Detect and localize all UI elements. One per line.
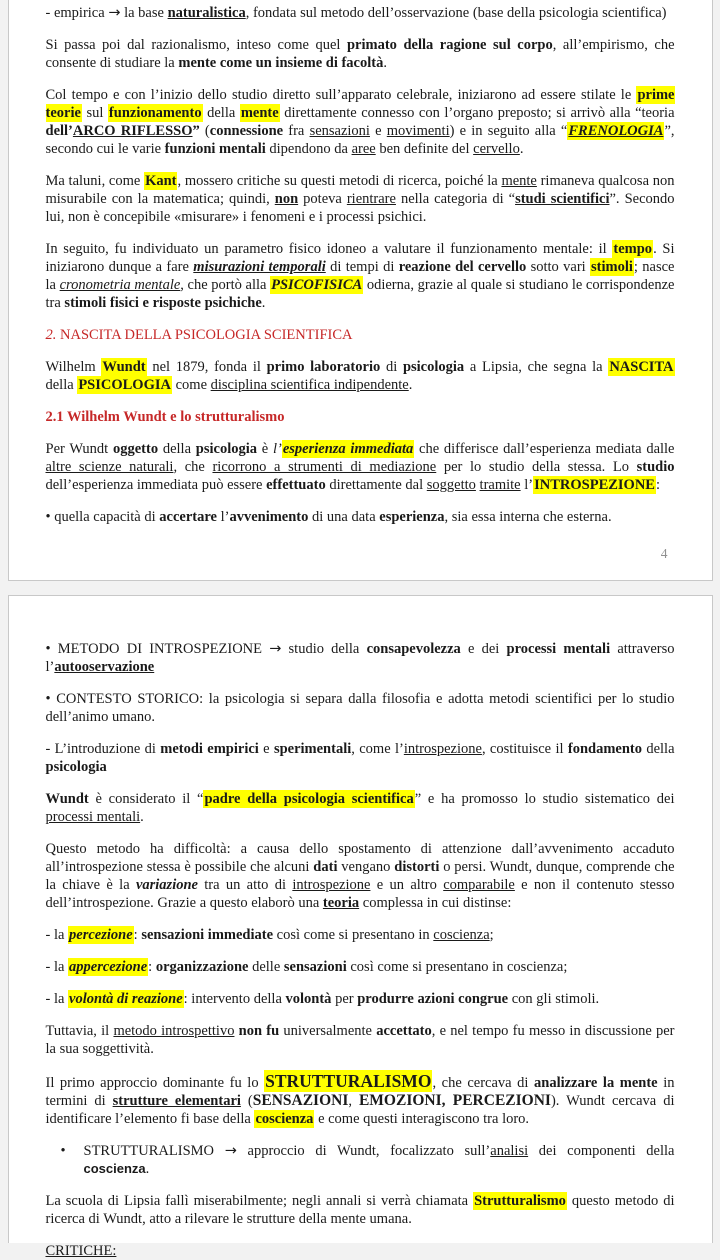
text-run: In seguito, fu individuato un parametro fisico idoneo a valutare il funzionamento mentale: il <box>45 241 613 257</box>
text-run: autooservazione <box>54 659 155 675</box>
text-run: . <box>140 809 144 825</box>
text-run: , che portò alla <box>180 277 271 293</box>
text-run: fra <box>283 123 310 139</box>
text-run: odierna, grazie al quale si studiano le corrispondenze tra <box>45 277 675 311</box>
text-run: e non il contenuto stesso dell’introspezione. Grazie a questo elaborò una <box>45 877 675 911</box>
text-run: 2.1 Wilhelm Wundt e lo strutturalismo <box>45 409 285 425</box>
text-run: Wundt <box>45 791 89 807</box>
paragraph-prime-teorie <box>46 86 675 158</box>
text-run: e come questi interagiscono tra loro. <box>314 1111 530 1127</box>
text-run: o persi. Wundt, dunque, comprende che la chiave è la <box>45 859 675 893</box>
text-run: processi mentali <box>506 641 611 657</box>
text-run: studi scientifici <box>515 191 610 207</box>
text-run: in termini di <box>45 1075 675 1109</box>
text-run: effettuato <box>266 477 326 493</box>
highlighted-text: Strutturalismo <box>474 1193 566 1209</box>
text-run: - la <box>45 991 69 1007</box>
text-run: con gli stimoli. <box>508 991 600 1007</box>
highlighted-text: FRENOLOGIA <box>568 123 664 139</box>
text-run: a Lipsia, che segna la <box>464 359 609 375</box>
text-run: introspezione <box>403 741 482 757</box>
text-run: fondamento <box>567 741 642 757</box>
paragraph-appercezione <box>46 958 675 976</box>
highlighted-text: stimoli <box>591 259 633 275</box>
text-run: • CONTESTO STORICO: la psicologia si separa dalla filosofia e adotta metodi scientifici per lo studio dell’animo umano. <box>45 691 675 725</box>
text-run: : <box>133 927 142 943</box>
text-run: La scuola di Lipsia fallì miserabilmente; negli annali si verrà chiamata <box>45 1193 474 1209</box>
text-run: ”, secondo cui le varie <box>45 123 675 157</box>
paragraph-empirica <box>46 4 675 22</box>
paragraph-metodi-empirici <box>46 740 675 776</box>
text-run: Ma taluni, come <box>45 173 145 189</box>
text-run: della <box>158 441 196 457</box>
text-run: - L’introduzione di <box>45 741 161 757</box>
text-run: processi mentali <box>45 809 141 825</box>
text-run: nel 1879, fonda il <box>146 359 267 375</box>
text-run: della <box>641 741 675 757</box>
text-run: dati <box>313 859 338 875</box>
text-run: variazione <box>135 877 198 893</box>
text-run: connessione <box>209 123 284 139</box>
text-run: e <box>369 123 387 139</box>
text-run: per lo studio della stessa. Lo <box>436 459 637 475</box>
text-run: sensazioni <box>283 959 347 975</box>
text-run: Questo metodo ha difficoltà: a causa dello spostamento di attenzione dall’avvenimento accaduto all’introspezione stessa è possibile che alcuni <box>45 841 675 875</box>
text-run: psicologia <box>402 359 465 375</box>
bullet-metodo-introspezione <box>46 640 675 676</box>
text-run: l’ <box>216 509 230 525</box>
paragraph-percezione <box>46 926 675 944</box>
bullet-capacita <box>46 508 675 526</box>
text-run: consapevolezza <box>366 641 461 657</box>
text-run: reazione del cervello <box>398 259 527 275</box>
text-run: l’ <box>272 441 282 457</box>
text-run: Wilhelm <box>45 359 102 375</box>
text-run: coscienza <box>83 1161 146 1176</box>
text-run: . <box>408 377 413 393</box>
highlighted-text: Wundt <box>102 359 146 375</box>
text-run: ”. Secondo lui, non è concepibile «misurare» i fenomeni e i processi psichici. <box>45 191 675 225</box>
text-run: ; nasce la <box>45 259 675 293</box>
text-run: ” e ha promosso lo studio sistematico dei <box>414 791 675 807</box>
text-run: , sia essa interna che esterna. <box>444 509 612 525</box>
text-run: oggetto <box>112 441 159 457</box>
text-run: - la <box>45 927 69 943</box>
arrow-icon: → <box>269 641 282 657</box>
text-run: cronometria mentale <box>59 277 181 293</box>
text-run: direttamente dal <box>325 477 427 493</box>
text-run: , come l’ <box>351 741 404 757</box>
text-run: . <box>261 295 266 311</box>
highlighted-text: appercezione <box>69 959 148 975</box>
text-run: Il primo approccio dominante fu lo <box>45 1075 265 1091</box>
page-1 <box>8 0 713 581</box>
text-run: ” <box>192 123 200 139</box>
text-run: primo laboratorio <box>266 359 381 375</box>
text-run: accettato <box>376 1023 432 1039</box>
text-run: sensazioni <box>309 123 370 139</box>
text-run: . Si iniziarono dunque a fare <box>45 241 675 275</box>
text-run: della <box>202 105 240 121</box>
text-run: . <box>383 55 387 71</box>
paragraph-razionalismo <box>46 36 675 72</box>
text-run: , e nel tempo fu messo in discussione per la sua soggettività. <box>45 1023 675 1057</box>
paragraph-tempo <box>46 240 675 312</box>
page-number: 4 <box>660 546 668 561</box>
paragraph-strutturalismo <box>46 1072 675 1128</box>
text-run: l’ <box>520 477 534 493</box>
text-run: di <box>380 359 403 375</box>
text-run: la base <box>120 5 168 21</box>
paragraph-difficolta-metodo <box>46 840 675 912</box>
text-run: rientrare <box>346 191 396 207</box>
highlighted-text: coscienza <box>255 1111 314 1127</box>
text-run: ( <box>199 123 210 139</box>
text-run: tra un atto di <box>197 877 293 893</box>
bullet-strutturalismo <box>46 1142 675 1178</box>
text-run: approccio di Wundt, focalizzato sull’ <box>236 1143 491 1159</box>
text-run: SENSAZIONI <box>252 1092 349 1109</box>
paragraph-wundt-1879 <box>46 358 675 394</box>
text-run: , che cercava di <box>432 1075 534 1091</box>
text-run: 2. <box>45 327 57 343</box>
text-run: organizzazione <box>155 959 249 975</box>
highlighted-text: tempo <box>613 241 653 257</box>
text-run: delle <box>248 959 284 975</box>
highlighted-text: PSICOFISICA <box>271 277 363 293</box>
text-run: Col tempo e con l’inizio dello studio diretto sull’apparato celebrale, iniziarono ad essere stilate le <box>45 87 637 103</box>
text-run: distorti <box>394 859 440 875</box>
highlighted-text: Kant <box>145 173 177 189</box>
text-run: sotto vari <box>526 259 591 275</box>
highlighted-text: STRUTTURALISMO <box>265 1071 432 1091</box>
text-run: studio della <box>281 641 367 657</box>
text-run: , mossero critiche su questi metodi di ricerca, poiché la <box>177 173 502 189</box>
text-run: teoria <box>322 895 360 911</box>
text-run: dell’ <box>45 123 73 139</box>
text-run: studio <box>636 459 675 475</box>
section-heading-2 <box>46 326 675 344</box>
text-run: funzioni mentali <box>164 141 266 157</box>
text-run: mente come un insieme di facoltà <box>178 55 384 71</box>
text-run: nella categoria di “ <box>395 191 516 207</box>
text-run: ). Wundt cercava di identificare l’elemento fi base della <box>45 1093 675 1127</box>
paragraph-kant <box>46 172 675 226</box>
text-run: , costituisce il <box>481 741 568 757</box>
highlighted-text: volontà di reazione <box>69 991 183 1007</box>
text-run: così come si presentano in <box>273 927 434 943</box>
text-run: STRUTTURALISMO <box>83 1143 225 1159</box>
text-run: primato della ragione sul corpo <box>346 37 553 53</box>
paragraph-metodo-non-accettato <box>46 1022 675 1058</box>
text-run: e un altro <box>370 877 444 893</box>
highlighted-text: prime teorie <box>45 87 675 121</box>
text-run: , che <box>173 459 213 475</box>
text-run: rimaneva qualcosa non misurabile con la matematica; quindi, <box>45 173 675 207</box>
text-run: e dei <box>460 641 507 657</box>
text-run: volontà <box>285 991 332 1007</box>
text-run: che differisce dall’esperienza mediata dalle <box>414 441 675 457</box>
text-run: della <box>45 377 78 393</box>
text-run: sperimentali <box>273 741 352 757</box>
text-run: CRITICHE: <box>45 1243 117 1259</box>
text-run: cervello <box>473 141 520 157</box>
highlighted-text: mente <box>240 105 279 121</box>
text-run: strutture elementari <box>112 1093 241 1109</box>
text-run: poteva <box>298 191 347 207</box>
text-run: , <box>348 1093 359 1109</box>
text-run: così come si presentano in coscienza; <box>346 959 568 975</box>
text-run: Per Wundt <box>45 441 113 457</box>
text-run: di una data <box>308 509 380 525</box>
text-run: . <box>519 141 524 157</box>
text-run: questo metodo di ricerca di Wundt, atto a rilevare le strutture della mente umana. <box>45 1193 675 1227</box>
text-run: dipendono da <box>265 141 352 157</box>
text-run: . <box>145 1161 150 1177</box>
text-run: è considerato il “ <box>88 791 204 807</box>
text-run: esperienza <box>379 509 445 525</box>
text-run: accertare <box>159 509 217 525</box>
text-run: ricorrono a strumenti di mediazione <box>212 459 437 475</box>
arrow-icon: → <box>224 1143 237 1159</box>
page-2 <box>8 595 713 1259</box>
text-run: ; <box>489 927 494 943</box>
text-run: ben definite del <box>375 141 474 157</box>
text-run: complessa in cui distinse: <box>359 895 512 911</box>
text-run: movimenti <box>386 123 450 139</box>
text-run: NASCITA DELLA PSICOLOGIA SCIENTIFICA <box>56 327 353 343</box>
text-run: ARCO RIFLESSO <box>72 123 193 139</box>
text-run: • METODO DI INTROSPEZIONE <box>45 641 270 657</box>
text-run: psicologia <box>45 759 107 775</box>
text-run: non fu <box>238 1023 280 1039</box>
paragraph-volonta-reazione <box>46 990 675 1008</box>
text-run: , fondata sul metodo dell’osservazione (base della psicologia scientifica) <box>245 5 667 21</box>
text-run: : <box>148 959 156 975</box>
highlighted-text: esperienza immediata <box>282 441 414 457</box>
text-run: universalmente <box>279 1023 377 1039</box>
text-run: vengano <box>337 859 395 875</box>
page-2-content <box>46 640 675 1260</box>
text-run: coscienza <box>433 927 490 943</box>
highlighted-text: funzionamento <box>108 105 202 121</box>
text-run: dell’esperienza immediata può essere <box>45 477 267 493</box>
text-run: altre scienze naturali <box>45 459 174 475</box>
text-run: - empirica <box>45 5 109 21</box>
text-run: mente <box>501 173 537 189</box>
text-run: metodo introspettivo <box>113 1023 235 1039</box>
text-run: per <box>331 991 358 1007</box>
text-run: tramite <box>479 477 521 493</box>
text-run: : intervento della <box>183 991 286 1007</box>
text-run: analizzare la mente <box>534 1075 658 1091</box>
text-run: stimoli fisici e risposte psichiche <box>64 295 262 311</box>
text-run: avvenimento <box>229 509 309 525</box>
text-run: analisi <box>490 1143 529 1159</box>
text-run: EMOZIONI, PERCEZIONI <box>358 1092 551 1109</box>
text-run: comparabile <box>443 877 515 893</box>
text-run: introspezione <box>292 877 371 893</box>
text-run: produrre azioni congrue <box>357 991 509 1007</box>
text-run: aree <box>351 141 376 157</box>
page-1-content <box>46 4 675 526</box>
text-run: soggetto <box>426 477 476 493</box>
paragraph-esperienza-immediata <box>46 440 675 494</box>
text-run: e <box>258 741 274 757</box>
text-run: metodi empirici <box>160 741 259 757</box>
text-run: ( <box>240 1093 253 1109</box>
highlighted-text: padre della psicologia scientifica <box>204 791 414 807</box>
text-run: : <box>655 477 661 493</box>
highlighted-text: percezione <box>69 927 133 943</box>
text-run: di tempi di <box>325 259 399 275</box>
text-run: , all’empirismo, che consente di studiare la <box>45 37 675 71</box>
text-run: psicologia <box>195 441 258 457</box>
text-run: Si passa poi dal razionalismo, inteso come quel <box>45 37 347 53</box>
text-run: come <box>171 377 211 393</box>
text-run: naturalistica <box>167 5 246 21</box>
highlighted-text: PSICOLOGIA <box>78 377 171 393</box>
paragraph-critiche <box>46 1242 675 1260</box>
text-run: disciplina scientifica indipendente <box>210 377 409 393</box>
paragraph-scuola-lipsia <box>46 1192 675 1228</box>
paragraph-padre-psicologia <box>46 790 675 826</box>
text-run: Tuttavia, il <box>45 1023 114 1039</box>
text-run: sensazioni immediate <box>141 927 274 943</box>
text-run: ) e in seguito alla “ <box>449 123 568 139</box>
section-heading-2-1 <box>46 408 675 426</box>
text-run: è <box>257 441 273 457</box>
highlighted-text: NASCITA <box>609 359 674 375</box>
text-run: non <box>274 191 299 207</box>
text-run: attraverso l’ <box>45 641 675 675</box>
bullet-contesto-storico <box>46 690 675 726</box>
text-run: - la <box>45 959 69 975</box>
text-run: misurazioni temporali <box>193 259 326 275</box>
text-run: sul <box>81 105 108 121</box>
text-run: direttamente connesso con l’organo preposto; si arrivò alla “teoria <box>279 105 675 121</box>
text-run: • quella capacità di <box>45 509 160 525</box>
arrow-icon: → <box>108 5 121 21</box>
highlighted-text: INTROSPEZIONE <box>534 477 655 493</box>
text-run: dei componenti della <box>528 1143 675 1159</box>
